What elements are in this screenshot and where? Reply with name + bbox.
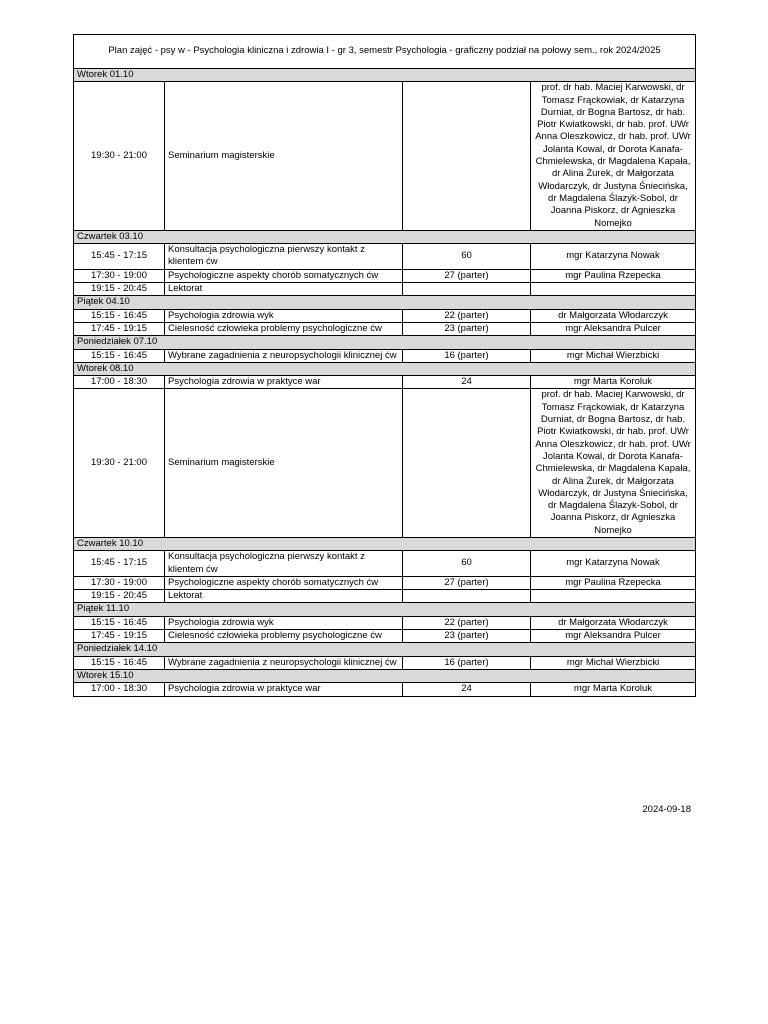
class-room: 22 (parter) [403, 309, 531, 322]
class-row [74, 389, 696, 538]
class-subject: Seminarium magisterskie [165, 82, 403, 231]
day-header-row [74, 362, 696, 375]
class-teacher: mgr Marta Koroluk [531, 683, 696, 696]
class-time: 19:30 - 21:00 [74, 82, 165, 231]
class-time: 17:00 - 18:30 [74, 376, 165, 389]
day-header-row [74, 603, 696, 616]
class-teacher: dr Małgorzata Włodarczyk [531, 616, 696, 629]
class-row [74, 82, 696, 231]
class-subject: Lektorat [165, 590, 403, 603]
class-subject: Psychologia zdrowia w praktyce war [165, 376, 403, 389]
class-room: 23 (parter) [403, 322, 531, 335]
day-label: Wtorek 08.10 [74, 362, 696, 375]
class-time: 17:45 - 19:15 [74, 630, 165, 643]
class-teacher [531, 283, 696, 296]
class-row [74, 590, 696, 603]
class-time: 15:15 - 16:45 [74, 616, 165, 629]
class-row [74, 283, 696, 296]
schedule-body [74, 35, 696, 697]
class-subject: Konsultacja psychologiczna pierwszy kontakt z klientem ćw [165, 244, 403, 270]
day-header-row [74, 296, 696, 309]
class-teacher: mgr Aleksandra Pulcer [531, 630, 696, 643]
class-room: 16 (parter) [403, 349, 531, 362]
footer-date: 2024-09-18 [642, 804, 691, 815]
class-time: 17:00 - 18:30 [74, 683, 165, 696]
class-row [74, 656, 696, 669]
class-row [74, 551, 696, 577]
class-subject: Psychologia zdrowia w praktyce war [165, 683, 403, 696]
day-label: Czwartek 10.10 [74, 537, 696, 550]
class-time: 19:15 - 20:45 [74, 590, 165, 603]
day-label: Wtorek 15.10 [74, 669, 696, 682]
class-teacher: mgr Katarzyna Nowak [531, 551, 696, 577]
class-subject: Wybrane zagadnienia z neuropsychologii klinicznej ćw [165, 349, 403, 362]
day-header-row [74, 643, 696, 656]
class-teacher: prof. dr hab. Maciej Karwowski, dr Tomasz Frąckowiak, dr Katarzyna Durniat, dr Bogna Bartosz, dr hab. Piotr Kwiatkowski, dr hab. prof. UWr Anna Oleszkowicz, dr hab. prof. UWr Jolanta Kowal, dr Dorota Kanafa-Chmielewska, dr Magdalena Kapała, dr Alina Żurek, dr Małgorzata Włodarczyk, dr Justyna Śniecińska, dr Magdalena Ślazyk-Sobol, dr Joanna Piskorz, dr Agnieszka Nomejko [531, 82, 696, 231]
class-room [403, 283, 531, 296]
class-time: 15:15 - 16:45 [74, 656, 165, 669]
schedule-sheet [73, 34, 695, 697]
class-room [403, 389, 531, 538]
class-time: 15:45 - 17:15 [74, 244, 165, 270]
class-subject: Psychologia zdrowia wyk [165, 616, 403, 629]
class-teacher: mgr Paulina Rzepecka [531, 269, 696, 282]
day-label: Poniedziałek 07.10 [74, 336, 696, 349]
class-time: 15:45 - 17:15 [74, 551, 165, 577]
page-title: Plan zajęć - psy w - Psychologia kliniczna i zdrowia I - gr 3, semestr Psychologia - graficzny podział na połowy sem., rok 2024/2025 [74, 35, 696, 69]
class-teacher: mgr Michał Wierzbicki [531, 349, 696, 362]
class-room: 27 (parter) [403, 269, 531, 282]
class-time: 19:15 - 20:45 [74, 283, 165, 296]
day-label: Piątek 04.10 [74, 296, 696, 309]
class-room: 24 [403, 683, 531, 696]
schedule-table [73, 34, 696, 697]
class-time: 15:15 - 16:45 [74, 309, 165, 322]
class-room [403, 590, 531, 603]
class-teacher [531, 590, 696, 603]
class-subject: Cielesność człowieka problemy psychologiczne ćw [165, 630, 403, 643]
class-time: 19:30 - 21:00 [74, 389, 165, 538]
class-teacher: prof. dr hab. Maciej Karwowski, dr Tomasz Frąckowiak, dr Katarzyna Durniat, dr Bogna Bartosz, dr hab. Piotr Kwiatkowski, dr hab. prof. UWr Anna Oleszkowicz, dr hab. prof. UWr Jolanta Kowal, dr Dorota Kanafa-Chmielewska, dr Magdalena Kapała, dr Alina Żurek, dr Małgorzata Włodarczyk, dr Justyna Śniecińska, dr Magdalena Ślazyk-Sobol, dr Joanna Piskorz, dr Agnieszka Nomejko [531, 389, 696, 538]
class-row [74, 322, 696, 335]
class-subject: Konsultacja psychologiczna pierwszy kontakt z klientem ćw [165, 551, 403, 577]
day-header-row [74, 336, 696, 349]
class-room: 24 [403, 376, 531, 389]
class-room: 27 (parter) [403, 576, 531, 589]
class-room: 22 (parter) [403, 616, 531, 629]
class-teacher: mgr Marta Koroluk [531, 376, 696, 389]
day-header-row [74, 69, 696, 82]
day-label: Poniedziałek 14.10 [74, 643, 696, 656]
class-teacher: mgr Michał Wierzbicki [531, 656, 696, 669]
class-subject: Psychologiczne aspekty chorób somatycznych ćw [165, 576, 403, 589]
class-room: 60 [403, 244, 531, 270]
class-row [74, 309, 696, 322]
class-time: 17:45 - 19:15 [74, 322, 165, 335]
class-subject: Seminarium magisterskie [165, 389, 403, 538]
class-row [74, 376, 696, 389]
day-label: Piątek 11.10 [74, 603, 696, 616]
class-subject: Psychologiczne aspekty chorób somatycznych ćw [165, 269, 403, 282]
class-time: 15:15 - 16:45 [74, 349, 165, 362]
class-room: 23 (parter) [403, 630, 531, 643]
class-time: 17:30 - 19:00 [74, 269, 165, 282]
class-subject: Cielesność człowieka problemy psychologiczne ćw [165, 322, 403, 335]
class-room: 16 (parter) [403, 656, 531, 669]
class-room [403, 82, 531, 231]
class-subject: Psychologia zdrowia wyk [165, 309, 403, 322]
class-teacher: mgr Aleksandra Pulcer [531, 322, 696, 335]
day-header-row [74, 537, 696, 550]
class-subject: Lektorat [165, 283, 403, 296]
class-row [74, 244, 696, 270]
class-row [74, 630, 696, 643]
day-header-row [74, 230, 696, 243]
day-header-row [74, 669, 696, 682]
class-teacher: dr Małgorzata Włodarczyk [531, 309, 696, 322]
class-teacher: mgr Paulina Rzepecka [531, 576, 696, 589]
title-row [74, 35, 696, 69]
class-row [74, 576, 696, 589]
class-row [74, 683, 696, 696]
class-subject: Wybrane zagadnienia z neuropsychologii klinicznej ćw [165, 656, 403, 669]
class-teacher: mgr Katarzyna Nowak [531, 244, 696, 270]
day-label: Czwartek 03.10 [74, 230, 696, 243]
class-time: 17:30 - 19:00 [74, 576, 165, 589]
class-row [74, 269, 696, 282]
class-room: 60 [403, 551, 531, 577]
class-row [74, 349, 696, 362]
class-row [74, 616, 696, 629]
day-label: Wtorek 01.10 [74, 69, 696, 82]
